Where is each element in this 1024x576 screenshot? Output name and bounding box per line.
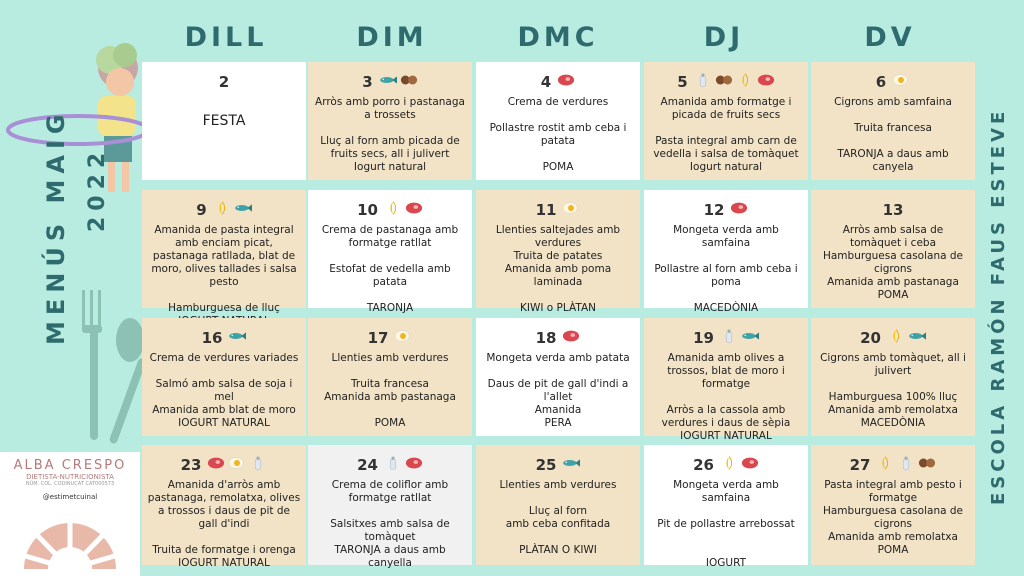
day-cell-6 <box>811 62 975 180</box>
menu-line: POMA <box>374 417 406 429</box>
allergen-icons <box>207 453 267 477</box>
menu-year: 2022 <box>85 146 110 232</box>
milk-icon <box>720 326 738 350</box>
menu-items <box>481 352 635 430</box>
fork-spoon-icon <box>82 290 147 445</box>
menu-line: PLÀTAN O KIWI <box>519 544 597 556</box>
menu-line <box>147 96 301 109</box>
menu-line: Mongeta verda amb samfaina <box>673 479 779 504</box>
menu-line: Llenties amb verdures <box>499 479 617 491</box>
nuts-icon <box>918 453 936 477</box>
allergen-icons <box>720 453 759 477</box>
day-number: 18 <box>535 329 557 347</box>
menu-line: TARONJA a daus amb canyela <box>837 148 949 173</box>
menu-line: Amanida amb pastanaga <box>827 276 959 288</box>
logo-subtitle: DIETISTA-NUTRICIONISTA <box>26 473 114 481</box>
day-cell-25 <box>476 445 640 565</box>
menu-line: IOGURT <box>705 557 747 569</box>
allergen-icons <box>384 198 423 222</box>
menu-line: Hamburguesa casolana de cigrons <box>822 250 964 275</box>
day-header <box>816 198 970 222</box>
meat-icon <box>405 198 423 222</box>
menu-line: POMA <box>542 161 574 173</box>
meat-icon <box>207 453 225 477</box>
menu-line: Crema de coliflor amb formatge ratllat <box>331 479 449 504</box>
day-number: 6 <box>875 73 887 91</box>
day-header <box>481 198 635 222</box>
day-header <box>816 453 970 477</box>
day-number: 27 <box>849 456 871 474</box>
day-cell-5 <box>644 62 808 180</box>
nuts-icon <box>715 70 733 94</box>
menu-line <box>313 404 467 417</box>
allergen-icons <box>562 453 580 477</box>
menu-line <box>313 289 467 302</box>
menu-items <box>147 96 301 128</box>
day-header <box>649 326 803 350</box>
menu-line: Pasta integral amb pesto i formatge <box>824 479 962 504</box>
menu-line <box>313 250 467 263</box>
day-cell-10 <box>308 190 472 314</box>
meat-icon <box>757 70 775 94</box>
menu-items <box>816 224 970 302</box>
day-number: 3 <box>362 73 373 91</box>
fish-icon <box>228 326 246 350</box>
menu-line <box>313 122 467 135</box>
day-cell-23 <box>142 445 306 569</box>
allergen-icons <box>887 326 926 350</box>
day-header <box>313 453 467 477</box>
header-dim: DIM <box>356 22 428 53</box>
menu-line: POMA <box>877 289 909 301</box>
allergen-icons <box>720 326 759 350</box>
menu-line <box>649 289 803 302</box>
allergen-icons <box>379 70 418 94</box>
menu-line: Amanida d'arròs amb pastanaga, remolatxa, olives a trossos i daus de pit de gall d'indi <box>147 479 301 530</box>
menu-line: Hamburguesa casolana de cigrons <box>822 505 964 530</box>
menu-line <box>816 378 970 391</box>
header-dmc: DMC <box>517 22 599 53</box>
day-header <box>816 326 970 350</box>
menu-line: Amanida de pasta integral amb enciam picat, pastanaga ratllada, blat de moro, olives tallades i salsa pesto <box>151 224 297 288</box>
logo-handle: @estimetcuinal <box>42 493 98 501</box>
day-header <box>147 70 301 94</box>
allergen-icons <box>892 70 910 94</box>
menu-line <box>816 135 970 148</box>
menu-items <box>816 479 970 557</box>
logo-tagline: NÚM. COL. CODINUCAT CAT000573 <box>25 481 115 487</box>
logo <box>0 452 140 576</box>
day-cell-18 <box>476 318 640 436</box>
menu-line <box>649 122 803 135</box>
day-cell-20 <box>811 318 975 436</box>
menu-line <box>147 531 301 544</box>
menu-items <box>147 224 301 328</box>
menu-items <box>313 96 467 174</box>
menu-line: Crema de verdures <box>507 96 609 108</box>
day-number: 2 <box>218 73 230 91</box>
logo-name: ALBA CRESPO <box>13 458 127 473</box>
menu-line: Arròs amb porro i pastanaga a trossets <box>315 96 465 121</box>
menu-items <box>649 479 803 570</box>
menu-line: Pit de pollastre arrebossat <box>657 518 795 530</box>
menu-items <box>649 224 803 315</box>
day-cell-19 <box>644 318 808 442</box>
day-number: 25 <box>535 456 557 474</box>
header-dill: DILL <box>184 22 268 53</box>
menu-title: MENÚS MAIG <box>42 108 70 345</box>
menu-line: Mongeta verda amb patata <box>486 352 630 364</box>
day-header <box>481 326 635 350</box>
menu-line: Salsitxes amb salsa de tomàquet <box>330 518 450 543</box>
menu-line: Truita francesa <box>854 122 932 134</box>
gluten-icon <box>887 326 905 350</box>
day-cell-2 <box>142 62 306 180</box>
day-cell-11 <box>476 190 640 314</box>
menu-line: Lluç al forn <box>528 505 588 517</box>
day-header <box>649 453 803 477</box>
day-cell-26 <box>644 445 808 569</box>
menu-line: Hamburguesa 100% lluç <box>828 391 958 403</box>
day-number: 4 <box>540 73 552 91</box>
menu-line <box>649 544 803 557</box>
day-cell-13 <box>811 190 975 308</box>
egg-icon <box>892 70 910 94</box>
menu-line: amb ceba confitada <box>505 518 611 530</box>
day-header <box>649 198 803 222</box>
day-header <box>147 453 301 477</box>
gluten-icon <box>736 70 754 94</box>
gluten-icon <box>213 198 231 222</box>
day-cell-24 <box>308 445 472 569</box>
menu-items <box>147 352 301 430</box>
day-number: 9 <box>196 201 207 219</box>
day-header <box>147 326 301 350</box>
menu-line: IOGURT NATURAL <box>680 430 772 442</box>
menu-line: IOGURT NATURAL <box>178 417 270 429</box>
menu-line <box>147 289 301 302</box>
allergen-icons <box>694 70 775 94</box>
menu-line <box>481 148 635 161</box>
menu-items <box>816 96 970 174</box>
gluten-icon <box>876 453 894 477</box>
day-header <box>649 70 803 94</box>
day-number: 12 <box>703 201 725 219</box>
menu-line: Llenties amb verdures <box>331 352 449 364</box>
fish-icon <box>234 198 252 222</box>
day-cell-3 <box>308 62 472 180</box>
day-header <box>313 198 467 222</box>
menu-line: KIWI o PLÀTAN <box>520 302 596 314</box>
menu-line: Cigrons amb tomàquet, all i julivert <box>820 352 966 377</box>
menu-line: Crema de verdures variades <box>149 352 299 364</box>
menu-line <box>649 505 803 518</box>
menu-items <box>816 352 970 430</box>
menu-line: Amanida amb olives a trossos, blat de moro i formatge <box>667 352 785 390</box>
menu-line: Amanida amb formatge i picada de fruits secs <box>660 96 792 121</box>
menu-line: Pollastre al forn amb ceba i poma <box>654 263 798 288</box>
menu-items <box>649 96 803 174</box>
day-number: 10 <box>357 201 378 219</box>
menu-line: Truita francesa <box>351 378 429 390</box>
menu-line: Iogurt natural <box>689 161 763 173</box>
menu-items <box>147 479 301 570</box>
sunburst-icon <box>0 505 140 569</box>
menu-line <box>313 365 467 378</box>
illustration <box>0 20 150 460</box>
menu-line: TARONJA <box>366 302 414 314</box>
menu-line <box>147 365 301 378</box>
allergen-icons <box>557 70 575 94</box>
menu-line <box>481 109 635 122</box>
egg-icon <box>562 198 580 222</box>
menu-line: IOGURT NATURAL <box>178 557 270 569</box>
day-number: 11 <box>535 201 557 219</box>
menu-line: PERA <box>544 417 572 429</box>
menu-items <box>481 96 635 174</box>
meat-icon <box>730 198 748 222</box>
day-number: 26 <box>693 456 714 474</box>
menu-line <box>313 505 467 518</box>
menu-line: Crema de pastanaga amb formatge ratllat <box>321 224 459 249</box>
fish-icon <box>908 326 926 350</box>
menu-line: Amanida amb pastanaga <box>324 391 456 403</box>
menu-line: Lluç al forn amb picada de fruits secs, all i julivert <box>320 135 460 160</box>
menu-items <box>481 224 635 315</box>
menu-line: Iogurt natural <box>353 161 427 173</box>
milk-icon <box>897 453 915 477</box>
menu-line: POMA <box>877 544 909 556</box>
allergen-icons <box>228 326 246 350</box>
menu-line <box>481 531 635 544</box>
fish-icon <box>562 453 580 477</box>
menu-line: FESTA <box>202 113 246 129</box>
day-number: 23 <box>180 456 202 474</box>
menu-line: MACEDÒNIA <box>693 302 759 314</box>
menu-line: Estofat de vedella amb patata <box>329 263 451 288</box>
allergen-icons <box>562 326 580 350</box>
girl-illustration-icon <box>8 43 148 192</box>
day-header <box>816 70 970 94</box>
day-number: 24 <box>357 456 378 474</box>
fish-icon <box>379 70 397 94</box>
meat-icon <box>405 453 423 477</box>
allergen-icons <box>730 198 748 222</box>
menu-line: MACEDÒNIA <box>860 417 926 429</box>
meat-icon <box>562 326 580 350</box>
menu-line: Llenties saltejades amb verdures <box>495 224 621 249</box>
allergen-icons <box>213 198 252 222</box>
menu-line <box>816 109 970 122</box>
egg-icon <box>394 326 412 350</box>
gluten-icon <box>720 453 738 477</box>
menu-items <box>313 352 467 430</box>
menu-line: Amanida amb poma laminada <box>504 263 612 288</box>
meat-icon <box>741 453 759 477</box>
egg-icon <box>228 453 246 477</box>
menu-line: Truita de formatge i orenga <box>152 544 296 556</box>
menu-line <box>481 289 635 302</box>
menu-line <box>649 531 803 544</box>
school-name: ESCOLA RAMÓN FAUS ESTEVE <box>988 107 1009 505</box>
menu-items <box>481 479 635 557</box>
day-number: 16 <box>201 329 223 347</box>
day-number: 19 <box>693 329 714 347</box>
day-number: 13 <box>882 201 904 219</box>
menu-line: Amanida amb remolatxa <box>828 531 958 543</box>
menu-line: Truita de patates <box>513 250 603 262</box>
menu-line <box>649 391 803 404</box>
allergen-icons <box>394 326 412 350</box>
day-header <box>481 70 635 94</box>
menu-line <box>481 365 635 378</box>
nuts-icon <box>400 70 418 94</box>
day-number: 5 <box>677 73 688 91</box>
menu-line: Amanida amb blat de moro <box>152 404 296 416</box>
gluten-icon <box>384 198 402 222</box>
menu-line: Daus de pit de gall d'indi a l'allet <box>487 378 629 403</box>
menu-items <box>313 224 467 315</box>
menu-line: Pollastre rostit amb ceba i patata <box>489 122 627 147</box>
menu-line: Arròs a la cassola amb verdures i daus de sèpia <box>661 404 791 429</box>
day-cell-12 <box>644 190 808 314</box>
milk-icon <box>384 453 402 477</box>
meat-icon <box>557 70 575 94</box>
menu-line: Hamburguesa de lluç <box>168 302 280 314</box>
day-header <box>313 326 467 350</box>
allergen-icons <box>876 453 936 477</box>
menu-items <box>313 479 467 570</box>
milk-icon <box>249 453 267 477</box>
menu-items <box>649 352 803 443</box>
menu-line: Mongeta verda amb samfaina <box>673 224 779 249</box>
allergen-icons <box>562 198 580 222</box>
menu-line: Amanida amb remolatxa <box>828 404 958 416</box>
allergen-icons <box>384 453 423 477</box>
menu-line <box>649 250 803 263</box>
day-number: 17 <box>367 329 389 347</box>
day-cell-4 <box>476 62 640 180</box>
menu-line: Arròs amb salsa de tomàquet i ceba <box>842 224 944 249</box>
day-cell-9 <box>142 190 306 314</box>
header-dj: DJ <box>703 22 745 53</box>
menu-line: Cigrons amb samfaina <box>834 96 952 108</box>
milk-icon <box>694 70 712 94</box>
day-header <box>481 453 635 477</box>
day-header <box>313 70 467 94</box>
day-cell-16 <box>142 318 306 436</box>
menu-line: Amanida <box>534 404 582 416</box>
day-cell-17 <box>308 318 472 436</box>
menu-line: Pasta integral amb carn de vedella i salsa de tomàquet <box>653 135 799 160</box>
header-dv: DV <box>864 22 916 53</box>
menu-line: Salmó amb salsa de soja i mel <box>155 378 293 403</box>
menu-line <box>481 492 635 505</box>
fish-icon <box>741 326 759 350</box>
day-number: 20 <box>860 329 881 347</box>
menu-line: TARONJA a daus amb canyella <box>334 544 446 569</box>
day-cell-27 <box>811 445 975 565</box>
day-header <box>147 198 301 222</box>
